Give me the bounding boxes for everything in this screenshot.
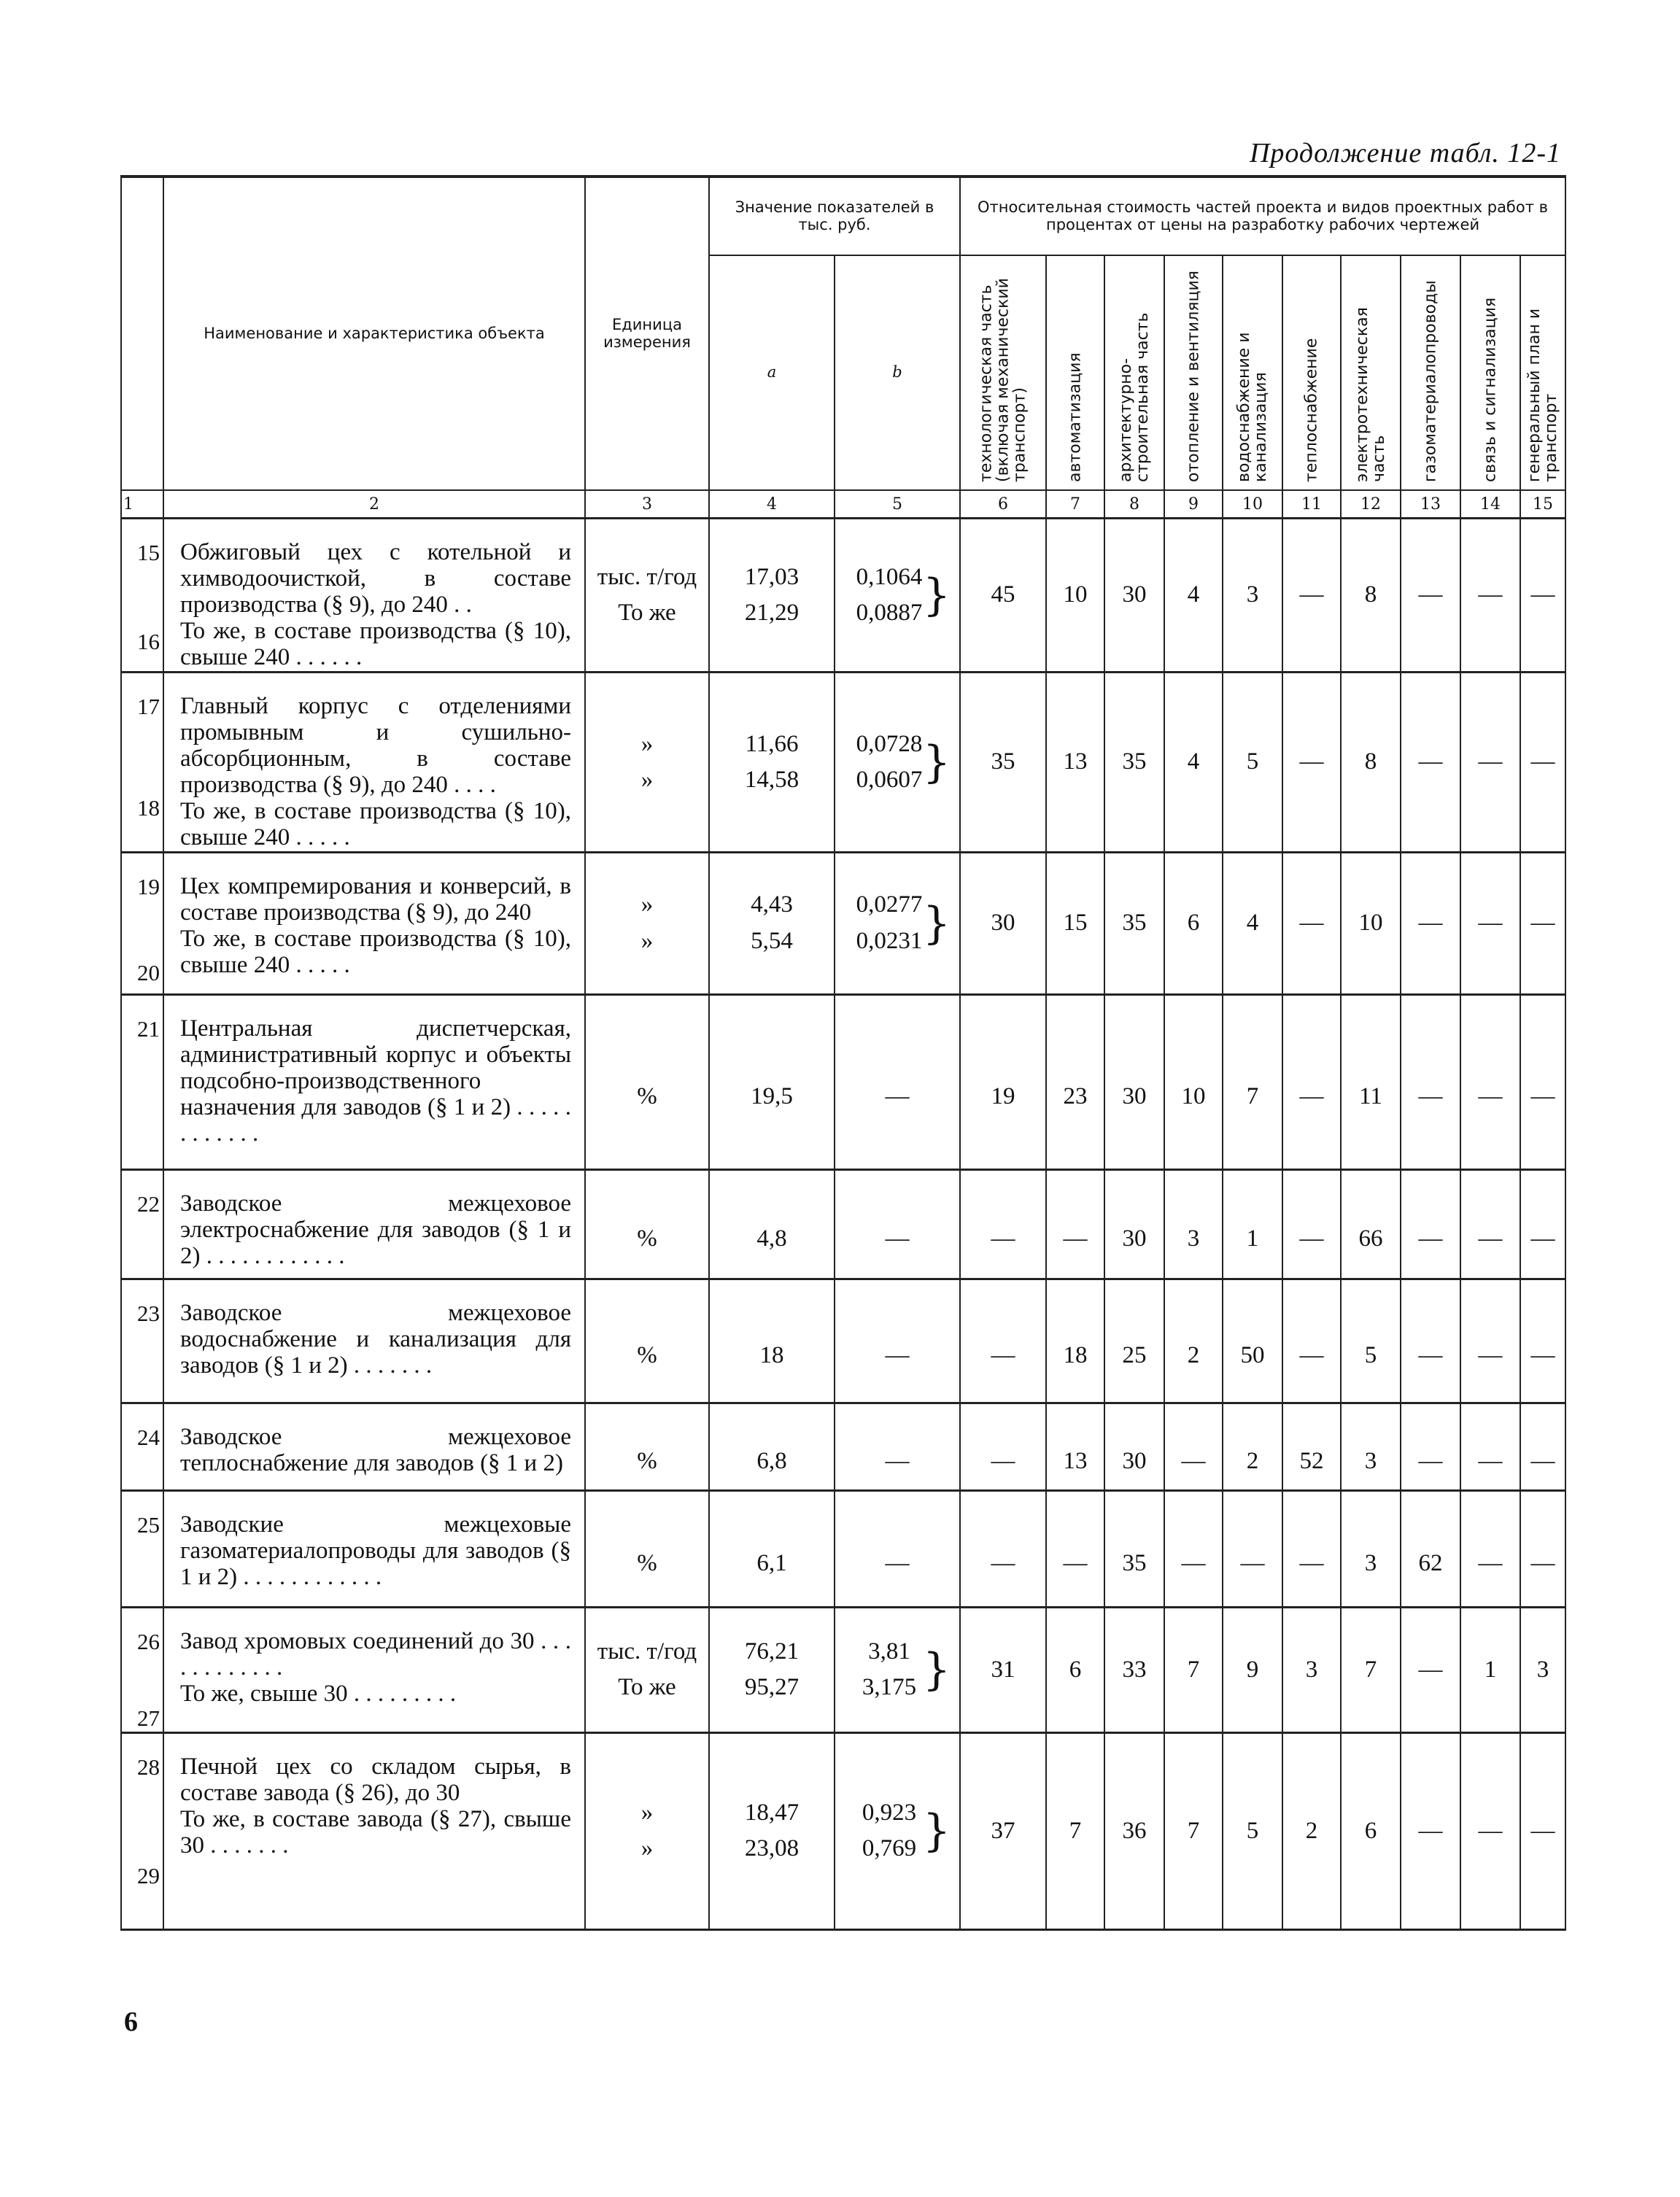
row-number-value: 19: [137, 873, 160, 899]
percent-cell: —: [1401, 1403, 1460, 1490]
percent-cell: 10: [1046, 519, 1104, 673]
brace-symbol: }: [922, 736, 951, 788]
value-a: [709, 672, 835, 852]
percent-cell: 5: [1341, 1279, 1401, 1403]
object-name-text: Заводские межцеховые газоматериалопроводы для заводов (§ 1 и 2) . . . . . . . . . . . .: [180, 1511, 571, 1590]
percent-cell: —: [1520, 1403, 1565, 1490]
object-name: [163, 1403, 585, 1490]
value-a-text: 18,47: [744, 1799, 800, 1826]
header-col-1: [121, 177, 163, 490]
row-number: [121, 1279, 163, 1403]
percent-cell: —: [1401, 672, 1460, 852]
object-name: [163, 1279, 585, 1403]
row-number-value: 27: [137, 1705, 160, 1731]
value-a-text: 19,5: [751, 1082, 793, 1109]
object-name-text: Центральная диспетчерская, административный корпус и объекты подсобно-производственного назначения для заводов (§ 1 и 2) . . . . . . . . . . . .: [180, 1015, 571, 1147]
percent-cell: 13: [1046, 1403, 1104, 1490]
value-b-text: 0,1064: [856, 563, 923, 590]
value-b-text: 3,175: [862, 1674, 917, 1701]
percent-cell: 33: [1104, 1607, 1164, 1732]
object-name: [163, 1490, 585, 1607]
header-communications: связь и сигнализация: [1460, 255, 1520, 490]
percent-cell: —: [1520, 1169, 1565, 1279]
value-b: [835, 852, 960, 994]
row-number-value: 26: [137, 1628, 160, 1654]
row-number-value: 16: [137, 629, 160, 655]
col-number: 10: [1223, 490, 1282, 519]
percent-cell: 8: [1341, 519, 1401, 673]
brace-symbol: }: [922, 569, 951, 621]
value-b: [835, 1490, 960, 1607]
percent-cell: —: [1520, 994, 1565, 1169]
percent-cell: 2: [1223, 1403, 1282, 1490]
object-name: [163, 994, 585, 1169]
table-row: [121, 519, 1565, 673]
object-name-text: Заводское межцеховое электроснабжение для заводов (§ 1 и 2) . . . . . . . . . . . .: [180, 1190, 571, 1269]
col-number: 9: [1164, 490, 1223, 519]
value-b-text: 0,0277: [856, 891, 923, 918]
percent-cell: 30: [1104, 519, 1164, 673]
value-a-text: 17,03: [744, 563, 800, 590]
percent-cell: —: [1282, 994, 1341, 1169]
percent-cell: 23: [1046, 994, 1104, 1169]
row-number-value: 23: [137, 1300, 160, 1326]
header-values-group: Значение показателей в тыс. руб.: [709, 177, 960, 255]
value-b-text: 0,0887: [856, 599, 923, 626]
header-technology: технологическая часть (включая механический транспорт): [960, 255, 1046, 490]
table-row: [121, 1403, 1565, 1490]
percent-cell: 1: [1460, 1607, 1520, 1732]
column-numbers-row: [121, 490, 1565, 519]
value-a-text: 18: [759, 1341, 784, 1368]
page-number: 6: [124, 2007, 138, 2037]
percent-cell: —: [1401, 994, 1460, 1169]
percent-cell: 19: [960, 994, 1046, 1169]
percent-cell: —: [1401, 1732, 1460, 1929]
percent-cell: —: [1401, 519, 1460, 673]
percent-cell: —: [1520, 1490, 1565, 1607]
header-gas-pipelines: газоматериалопроводы: [1401, 255, 1460, 490]
object-name: [163, 1732, 585, 1929]
percent-cell: 4: [1223, 852, 1282, 994]
percent-cell: —: [1401, 852, 1460, 994]
table-row: [121, 1607, 1565, 1732]
value-b: [835, 1403, 960, 1490]
percent-cell: —: [1520, 852, 1565, 994]
row-number-value: 20: [137, 959, 160, 985]
row-number-value: 29: [137, 1863, 160, 1889]
percent-cell: —: [1401, 1169, 1460, 1279]
percent-cell: —: [1046, 1169, 1104, 1279]
percent-cell: —: [1520, 519, 1565, 673]
unit: [585, 672, 709, 852]
object-name-text: Завод хромовых соединений до 30 . . . . . . . . . . . .: [180, 1627, 571, 1681]
value-a: [709, 1279, 835, 1403]
percent-cell: 52: [1282, 1403, 1341, 1490]
percent-cell: 18: [1046, 1279, 1104, 1403]
percent-cell: 31: [960, 1607, 1046, 1732]
percent-cell: 5: [1223, 672, 1282, 852]
percent-cell: —: [1401, 1279, 1460, 1403]
percent-cell: 10: [1164, 994, 1223, 1169]
percent-cell: —: [960, 1279, 1046, 1403]
col-number: 14: [1460, 490, 1520, 519]
percent-cell: 9: [1223, 1607, 1282, 1732]
brace-symbol: }: [922, 1805, 951, 1857]
unit-text: »: [640, 730, 654, 757]
row-number-value: 24: [137, 1424, 160, 1450]
object-name: [163, 519, 585, 673]
header-b: b: [835, 255, 960, 490]
object-name-text: Заводское межцеховое теплоснабжение для заводов (§ 1 и 2): [180, 1423, 571, 1476]
percent-cell: 4: [1164, 519, 1223, 673]
col-number: 8: [1104, 490, 1164, 519]
percent-cell: 5: [1223, 1732, 1282, 1929]
percent-cell: —: [1046, 1490, 1104, 1607]
percent-cell: 2: [1164, 1279, 1223, 1403]
percent-cell: 7: [1046, 1732, 1104, 1929]
header-architecture: архитектурно-строительная часть: [1104, 255, 1164, 490]
header-unit: Единица измерения: [585, 177, 709, 490]
unit-text: »: [640, 766, 654, 793]
unit-text: %: [637, 1447, 657, 1474]
percent-cell: 8: [1341, 672, 1401, 852]
value-a-text: 23,08: [744, 1835, 800, 1862]
unit-text: %: [637, 1549, 657, 1576]
row-number-value: 15: [137, 540, 160, 565]
table-caption: Продолжение табл. 12-1: [1249, 138, 1561, 168]
percent-cell: —: [1460, 1403, 1520, 1490]
percent-cell: —: [1282, 1490, 1341, 1607]
table-row: [121, 1490, 1565, 1607]
value-a: [709, 1403, 835, 1490]
value-a: [709, 519, 835, 673]
unit: [585, 1732, 709, 1929]
row-number-value: 22: [137, 1190, 160, 1217]
percent-cell: 3: [1341, 1403, 1401, 1490]
percent-cell: —: [960, 1490, 1046, 1607]
percent-cell: 3: [1520, 1607, 1565, 1732]
percent-cell: —: [1282, 1279, 1341, 1403]
percent-cell: 36: [1104, 1732, 1164, 1929]
unit-text: %: [637, 1082, 657, 1109]
value-b-text: 0,0607: [856, 766, 923, 793]
percent-cell: 30: [1104, 994, 1164, 1169]
percent-cell: 30: [1104, 1403, 1164, 1490]
percent-cell: 50: [1223, 1279, 1282, 1403]
percent-cell: —: [1460, 1279, 1520, 1403]
percent-cell: 3: [1282, 1607, 1341, 1732]
unit: [585, 1607, 709, 1732]
percent-cell: 7: [1341, 1607, 1401, 1732]
percent-cell: 13: [1046, 672, 1104, 852]
value-a-text: 6,8: [756, 1447, 787, 1474]
value-b-text: 0,0231: [856, 927, 923, 954]
percent-cell: —: [1460, 994, 1520, 1169]
value-b: [835, 1732, 960, 1929]
percent-cell: —: [1460, 672, 1520, 852]
percent-cell: —: [1460, 852, 1520, 994]
header-a: a: [709, 255, 835, 490]
col-number: 2: [163, 490, 585, 519]
brace-symbol: }: [922, 897, 951, 949]
percent-cell: 7: [1164, 1607, 1223, 1732]
value-b-text: —: [885, 1225, 910, 1252]
percent-cell: 35: [1104, 852, 1164, 994]
percent-cell: 10: [1341, 852, 1401, 994]
col-number: 11: [1282, 490, 1341, 519]
value-b-text: 0,769: [862, 1835, 917, 1862]
percent-cell: —: [960, 1169, 1046, 1279]
unit-text: %: [637, 1341, 657, 1368]
value-b-text: —: [885, 1447, 910, 1474]
percent-cell: —: [1520, 672, 1565, 852]
header-name: Наименование и характеристика объекта: [163, 177, 585, 490]
object-name-text: То же, в составе завода (§ 27), свыше 30 . . . . . . .: [180, 1805, 571, 1859]
unit-text: »: [640, 891, 654, 918]
brace-symbol: }: [922, 1644, 951, 1696]
value-a-text: 76,21: [744, 1638, 800, 1665]
percent-cell: —: [1164, 1403, 1223, 1490]
object-name-text: То же, в составе производства (§ 10), свыше 240 . . . . . .: [180, 617, 571, 670]
cost-table: [120, 175, 1566, 1931]
percent-cell: 35: [960, 672, 1046, 852]
value-a-text: 11,66: [745, 730, 799, 757]
percent-cell: —: [1460, 1490, 1520, 1607]
percent-cell: —: [1164, 1490, 1223, 1607]
table-row: [121, 672, 1565, 852]
value-b-text: —: [885, 1341, 910, 1368]
object-name: [163, 672, 585, 852]
header-general-plan: генеральный план и транспорт: [1520, 255, 1565, 490]
value-b: [835, 672, 960, 852]
value-a-text: 4,8: [756, 1225, 787, 1252]
header-relative-cost-group: Относительная стоимость частей проекта и видов проектных работ в процентах от цены на разработку рабочих чертежей: [960, 177, 1565, 255]
value-b-text: 3,81: [868, 1638, 910, 1665]
header-electrical: электротехническая часть: [1341, 255, 1401, 490]
percent-cell: —: [1401, 1607, 1460, 1732]
percent-cell: —: [1282, 519, 1341, 673]
table-row: [121, 1279, 1565, 1403]
percent-cell: 62: [1401, 1490, 1460, 1607]
value-a-text: 6,1: [756, 1549, 787, 1576]
percent-cell: —: [960, 1403, 1046, 1490]
percent-cell: —: [1282, 852, 1341, 994]
object-name-text: Главный корпус с отделениями промывным и сушильно-абсорбционным, в составе производства (§ 9), до 240 . . . .: [180, 692, 571, 798]
percent-cell: —: [1520, 1732, 1565, 1929]
value-a: [709, 1169, 835, 1279]
table-row: [121, 994, 1565, 1169]
col-number: 3: [585, 490, 709, 519]
percent-cell: 4: [1164, 672, 1223, 852]
value-a-text: 21,29: [744, 599, 800, 626]
row-number-value: 25: [137, 1511, 160, 1538]
unit-text: %: [637, 1225, 657, 1252]
row-number: [121, 1169, 163, 1279]
value-a: [709, 1732, 835, 1929]
value-b-text: —: [885, 1082, 910, 1109]
row-number: [121, 1732, 163, 1929]
unit-text: »: [640, 1835, 654, 1862]
col-number: 12: [1341, 490, 1401, 519]
percent-cell: 3: [1341, 1490, 1401, 1607]
percent-cell: 3: [1223, 519, 1282, 673]
unit: [585, 519, 709, 673]
object-name-text: Обжиговый цех с котельной и химводоочисткой, в составе производства (§ 9), до 240 . .: [180, 539, 571, 618]
percent-cell: 2: [1282, 1732, 1341, 1929]
percent-cell: —: [1460, 1169, 1520, 1279]
row-number: [121, 994, 163, 1169]
value-a-text: 14,58: [744, 766, 800, 793]
percent-cell: 35: [1104, 672, 1164, 852]
col-number: 6: [960, 490, 1046, 519]
header-heating-ventilation: отопление и вентиляция: [1164, 255, 1223, 490]
value-b-text: —: [885, 1549, 910, 1576]
value-b-text: 0,0728: [856, 730, 923, 757]
object-name: [163, 1169, 585, 1279]
unit-text: »: [640, 1799, 654, 1826]
percent-cell: 25: [1104, 1279, 1164, 1403]
value-a: [709, 1490, 835, 1607]
percent-cell: 11: [1341, 994, 1401, 1169]
row-number: [121, 1490, 163, 1607]
row-number-value: 18: [137, 794, 160, 821]
header-heat-supply: теплоснабжение: [1282, 255, 1341, 490]
value-b: [835, 1279, 960, 1403]
row-number-value: 28: [137, 1754, 160, 1780]
object-name-text: Заводское межцеховое водоснабжение и канализация для заводов (§ 1 и 2) . . . . . . .: [180, 1299, 571, 1379]
percent-cell: —: [1282, 1169, 1341, 1279]
value-a-text: 5,54: [751, 927, 793, 954]
col-number: 5: [835, 490, 960, 519]
unit: [585, 1169, 709, 1279]
percent-cell: 7: [1223, 994, 1282, 1169]
percent-cell: —: [1460, 1732, 1520, 1929]
value-b: [835, 1607, 960, 1732]
unit-text: тыс. т/год: [597, 1638, 697, 1665]
percent-cell: 30: [1104, 1169, 1164, 1279]
percent-cell: 35: [1104, 1490, 1164, 1607]
header-automation: автоматизация: [1046, 255, 1104, 490]
row-number-value: 17: [137, 693, 160, 719]
percent-cell: 30: [960, 852, 1046, 994]
col-number: 4: [709, 490, 835, 519]
row-number: [121, 1403, 163, 1490]
row-number: [121, 852, 163, 994]
percent-cell: —: [1460, 519, 1520, 673]
unit-text: То же: [618, 599, 676, 626]
col-number: 13: [1401, 490, 1460, 519]
value-b-text: 0,923: [862, 1799, 917, 1826]
col-number: 1: [121, 490, 163, 519]
object-name-text: То же, свыше 30 . . . . . . . . .: [180, 1680, 457, 1707]
unit: [585, 1279, 709, 1403]
percent-cell: 3: [1164, 1169, 1223, 1279]
object-name-text: Цех компремирования и конверсий, в составе производства (§ 9), до 240: [180, 872, 571, 926]
row-number: [121, 519, 163, 673]
row-number-value: 21: [137, 1015, 160, 1042]
table-row: [121, 1732, 1565, 1929]
object-name-text: То же, в составе производства (§ 10), свыше 240 . . . . .: [180, 797, 571, 850]
value-a-text: 95,27: [744, 1674, 800, 1701]
unit: [585, 994, 709, 1169]
value-b: [835, 1169, 960, 1279]
unit-text: тыс. т/год: [597, 563, 697, 590]
col-number: 15: [1520, 490, 1565, 519]
value-a: [709, 1607, 835, 1732]
value-a-text: 4,43: [751, 891, 793, 918]
percent-cell: 1: [1223, 1169, 1282, 1279]
unit: [585, 852, 709, 994]
percent-cell: —: [1520, 1279, 1565, 1403]
table-row: [121, 852, 1565, 994]
unit-text: То же: [618, 1674, 676, 1701]
object-name: [163, 852, 585, 994]
col-number: 7: [1046, 490, 1104, 519]
value-a: [709, 852, 835, 994]
unit: [585, 1403, 709, 1490]
percent-cell: 37: [960, 1732, 1046, 1929]
object-name-text: То же, в составе производства (§ 10), свыше 240 . . . . .: [180, 925, 571, 978]
percent-cell: —: [1223, 1490, 1282, 1607]
object-name-text: Печной цех со складом сырья, в составе завода (§ 26), до 30: [180, 1753, 571, 1806]
percent-cell: 6: [1164, 852, 1223, 994]
row-number: [121, 1607, 163, 1732]
header-water-sewerage: водоснабжение и канализация: [1223, 255, 1282, 490]
percent-cell: 7: [1164, 1732, 1223, 1929]
percent-cell: 45: [960, 519, 1046, 673]
percent-cell: 6: [1341, 1732, 1401, 1929]
unit: [585, 1490, 709, 1607]
percent-cell: 66: [1341, 1169, 1401, 1279]
unit-text: »: [640, 927, 654, 954]
value-b: [835, 994, 960, 1169]
table-row: [121, 1169, 1565, 1279]
object-name: [163, 1607, 585, 1732]
percent-cell: 6: [1046, 1607, 1104, 1732]
percent-cell: 15: [1046, 852, 1104, 994]
value-a: [709, 994, 835, 1169]
value-b: [835, 519, 960, 673]
row-number: [121, 672, 163, 852]
percent-cell: —: [1282, 672, 1341, 852]
